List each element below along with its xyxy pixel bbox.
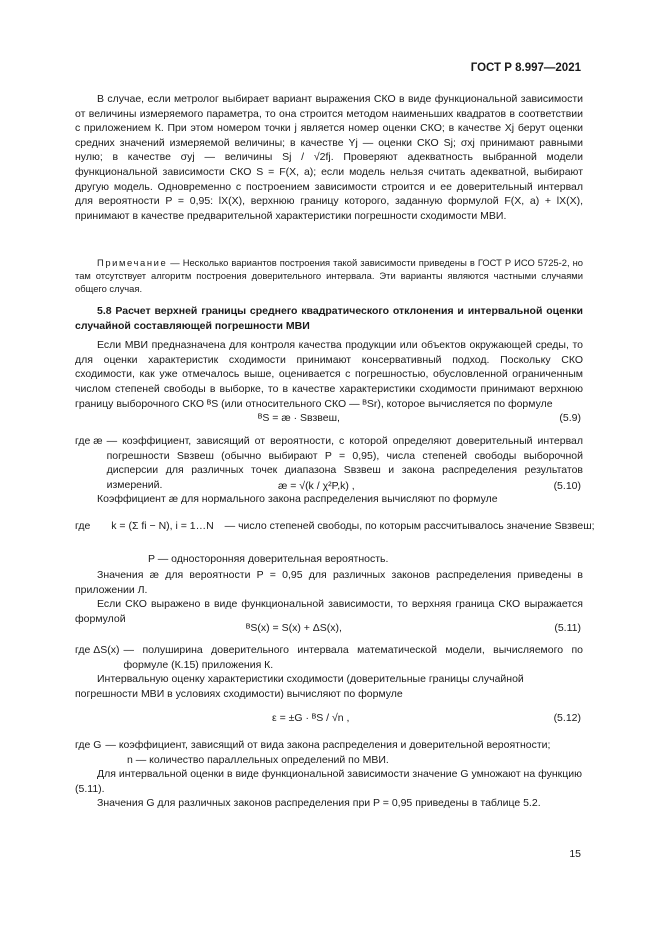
formula-5-10: æ = √(k / χ²P,k) , [278,480,355,492]
definition-g [75,738,583,753]
formula-5-9: ᴮS = æ · Sвзвеш, [258,412,340,424]
paragraph-6: Интервальную оценку характеристики сходимости (доверительные границы случайной погрешности МВИ в условиях сходимости) вычисляют по формуле [75,673,524,700]
formula-5-11: ᴮS(x) = S(x) + ΔS(x), [246,622,342,634]
definition-n: n — количество параллельных определений по МВИ. [127,753,389,766]
definition-ds-text: — полуширина доверительного интервала математической модели, вычисляемого по формуле (К.15) приложения К. [123,644,583,671]
formula-5-12: ε = ±G · ᴮS / √n , [272,712,350,724]
formula-5-12-number: (5.12) [553,712,581,724]
paragraph-4: Значения æ для вероятности P = 0,95 для различных законов распределения приведены в приложении Л. [75,569,583,596]
definition-k [75,520,595,532]
definitions-3 [75,738,583,811]
definition-g-text: — коэффициент, зависящий от вида закона распределения и доверительной вероятности; [105,739,551,751]
definition-p: P — односторонняя доверительная вероятность. [148,553,389,565]
section-block [75,304,583,411]
paragraph-7: Для интервальной оценки в виде функциональной зависимости значение G умножают на функцию (5.11). [75,768,583,795]
section-title: 5.8 Расчет верхней границы среднего квадратического отклонения и интервальной оценки случайной составляющей погрешности МВИ [75,305,583,332]
definition-ae-label: где æ [75,435,103,447]
definition-k-text: — число степеней свободы, по которым рассчитывалось значение Sвзвеш; [224,520,595,532]
document-header: ГОСТ Р 8.997—2021 [470,62,581,74]
definition-ds-label: где ΔS(x) [75,644,120,656]
definition-k-formula: k = (Σ fi − N), i = 1…N [111,520,214,532]
note-text: — Несколько вариантов построения такой зависимости приведены в ГОСТ Р ИСО 5725-2, но там отсутствует алгоритм построения доверительного интервала. Эти варианты являются частными случаями общего случая. [75,257,583,294]
definition-g-label: где G [75,739,102,751]
paragraph-8: Значения G для различных законов распределения при P = 0,95 приведены в таблице 5.2. [97,797,541,810]
note-block [75,256,583,295]
formula-5-9-number: (5.9) [559,412,581,424]
body-block-1 [75,92,583,223]
body-block-2 [75,568,583,626]
formula-5-11-number: (5.11) [554,622,581,634]
definition-ae-text: — коэффициент, зависящий от вероятности, с которой определяют доверительный интервал погрешности Sвзвеш (обычно выбирают P = 0,95), числа степеней свободы выборочной дисперсии для различных точек диапазона Sвзвеш и закона распределения результатов измерений. [106,435,583,491]
note-label: Примечание [97,257,168,268]
definition-k-label: где [75,520,91,532]
definition-ds [75,643,583,672]
definitions-2 [75,643,583,701]
paragraph-1: В случае, если метролог выбирает вариант выражения СКО в виде функциональной зависимости от величины измеряемого параметра, то она строится методом наименьших квадратов в соответствии с приложением К. При этом номером точки j является номер оценки СКО; в качестве Xj берут оценки средних значений измеряемой величины; в качестве Yj — оценки СКО Sj; σxj принимают равными нулю; в качестве σyj — величины Sj / √2fj. Проверяют адекватность выбранной модели функциональной зависимости СКО S = F(X, a); если модель нельзя считать адекватной, выбирают другую модель. Одновременно с построением зависимости строится и ее доверительный интервал для вероятности P = 0,95: lX(X), верхнюю границу которого, заданную формулой F(X, a) + lX(X), принимают в качестве предварительной характеристики погрешности сходимости МВИ. [75,93,583,222]
formula-5-10-number: (5.10) [553,480,581,492]
definitions-1 [75,434,583,507]
page-number: 15 [569,848,581,860]
paragraph-2: Если МВИ предназначена для контроля качества продукции или объектов окружающей среды, то для оценки характеристик сходимости принимают консервативный подход. Поскольку СКО сходимости, как уже отмечалось выше, оценивается с погрешностью, обусловленной ограниченным числом степеней свободы в выборке, то в качестве характеристики сходимости принимают верхнюю границу выборочного СКО ᴮS (или относительного СКО — ᴮSr), которое вычисляется по формуле [75,339,583,410]
paragraph-3: Коэффициент æ для нормального закона распределения вычисляют по формуле [97,493,498,506]
paragraph-5: Если СКО выражено в виде функциональной зависимости, то верхняя граница СКО выражается формулой [75,598,583,625]
